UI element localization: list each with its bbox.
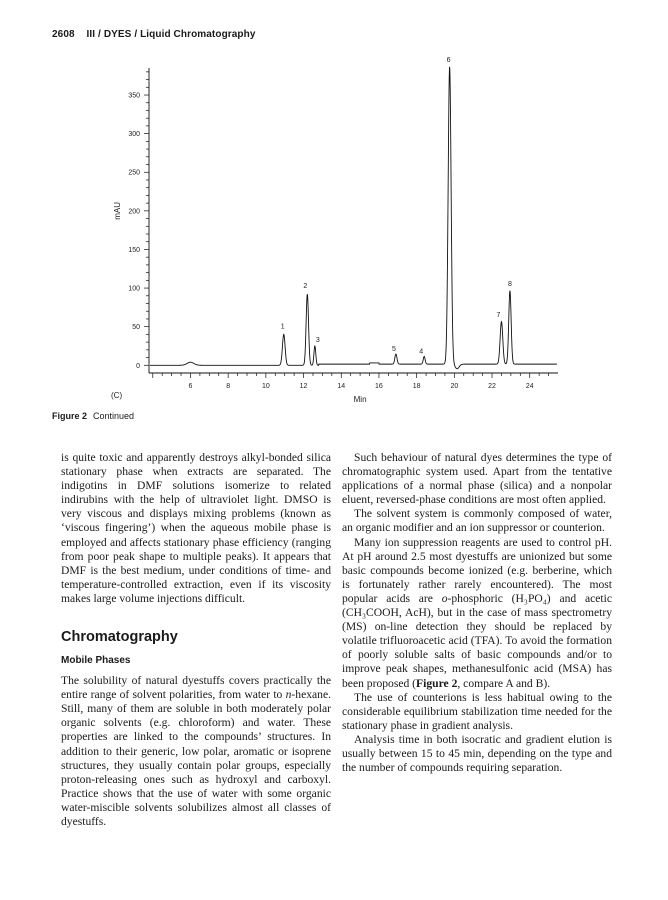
x-tick-label: 18	[412, 383, 421, 390]
x-tick-label: 14	[337, 383, 346, 390]
peak-label: 2	[303, 283, 308, 291]
y-tick-label: 300	[128, 131, 140, 139]
left-column	[61, 451, 331, 829]
page-number: 2608	[52, 29, 75, 40]
y-tick-label: 250	[128, 169, 140, 177]
peak-label: 8	[507, 280, 512, 288]
y-axis	[128, 68, 149, 373]
y-tick-label: 200	[128, 208, 140, 216]
subsection-heading: Mobile Phases	[61, 655, 131, 667]
caption-text: Continued	[93, 411, 135, 421]
peak-labels	[281, 57, 512, 356]
paragraph: Many ion suppression reagents are used to control pH. At pH around 2.5 most dyestuffs are unionized but some basic compounds become ionized (e.g. berberine, which is fortunately rather rarely encountered). The most popular acids are o-phosphoric (H₃PO₄) and acetic (CH₃COOH, AcH), but in the case of mass spectrometry (MS) on-line detection they should be replaced by volatile trifluoroacetic acid (TFA). To avoid the formation of poorly soluble salts of basic compounds and/or to improve peak shapes, methanesulfonic acid (MSA) has been proposed (Figure 2, compare A and B).	[342, 535, 612, 690]
section-heading: Chromatography	[61, 629, 178, 646]
x-tick-label: 16	[375, 383, 383, 390]
peak-label: 4	[419, 348, 424, 356]
y-tick-label: 0	[136, 362, 140, 370]
y-tick-label: 150	[128, 246, 140, 254]
x-tick-label: 10	[261, 383, 270, 390]
paragraph: Such behaviour of natural dyes determines the type of chromatographic system used. Apart from the tentative applications of a normal phase (silica) and a nonpolar eluent, reversed-phase conditions are most often applied.	[342, 451, 612, 507]
paragraph: Analysis time in both isocratic and gradient elution is usually between 15 to 45 min, depending on the type and the number of compounds requiring separation.	[342, 732, 612, 775]
x-tick-label: 24	[525, 383, 534, 390]
peak-label: 1	[280, 323, 285, 331]
y-tick-label: 50	[132, 324, 140, 332]
x-tick-label: 8	[226, 383, 231, 390]
peak-label: 5	[391, 346, 396, 354]
y-axis-title: mAU	[113, 201, 122, 220]
right-column	[342, 451, 612, 775]
x-axis	[149, 373, 558, 390]
figure-caption	[52, 411, 134, 421]
paragraph: is quite toxic and apparently destroys alkyl-bonded silica stationary phase when extracts are separated. The indigotins in DMF solutions isomerize to related indirubins with the help of ultraviolet light. DMSO is very viscous and displays mixing problems (known as ‘viscous fingering’) when the aqueous mobile phase is employed and affects stationary phase efficiency (ranging from poor peak shape to multiple peaks). It appears that DMF is the best medium, under conditions of time- and temperature-controlled extraction, even if its viscosity makes large volume injections difficult.	[61, 451, 331, 605]
paragraph: The solubility of natural dyestuffs covers practically the entire range of solvent polarities, from water to n-hexane. Still, many of them are soluble in both moderately polar organic solvents (e.g. chloroform) and water. These properties are linked to the compounds’ structures. In addition to their generic, low polar, aromatic or isoprene structures, they usually contain polar groups, especially proton-releasing ones such as hydroxyl and carboxyl. Practice shows that the use of water with some organic water-miscible solvents solubilizes almost all classes of dyestuffs.	[61, 674, 331, 828]
chromatogram-chart	[0, 0, 668, 408]
peak-label: 3	[315, 336, 320, 344]
chromatogram-trace	[150, 67, 557, 369]
panel-label: (C)	[111, 391, 123, 400]
x-tick-label: 6	[188, 383, 193, 390]
paragraph: The use of counterions is less habitual owing to the considerable equilibrium stabilization time needed for the stationary phase in gradient analysis.	[342, 690, 612, 732]
x-tick-label: 12	[299, 383, 308, 390]
y-tick-label: 100	[128, 285, 140, 293]
x-tick-label: 22	[488, 383, 496, 390]
y-tick-label: 350	[128, 92, 140, 100]
figure-label: Figure 2	[52, 411, 88, 421]
x-tick-label: 20	[450, 383, 459, 390]
peak-label: 6	[446, 57, 451, 64]
paragraph: The solvent system is commonly composed of water, an organic modifier and an ion suppressor or counterion.	[342, 507, 612, 535]
running-title: III / DYES / Liquid Chromatography	[86, 29, 256, 40]
peak-label: 7	[496, 311, 501, 319]
x-axis-title: Min	[353, 395, 367, 404]
